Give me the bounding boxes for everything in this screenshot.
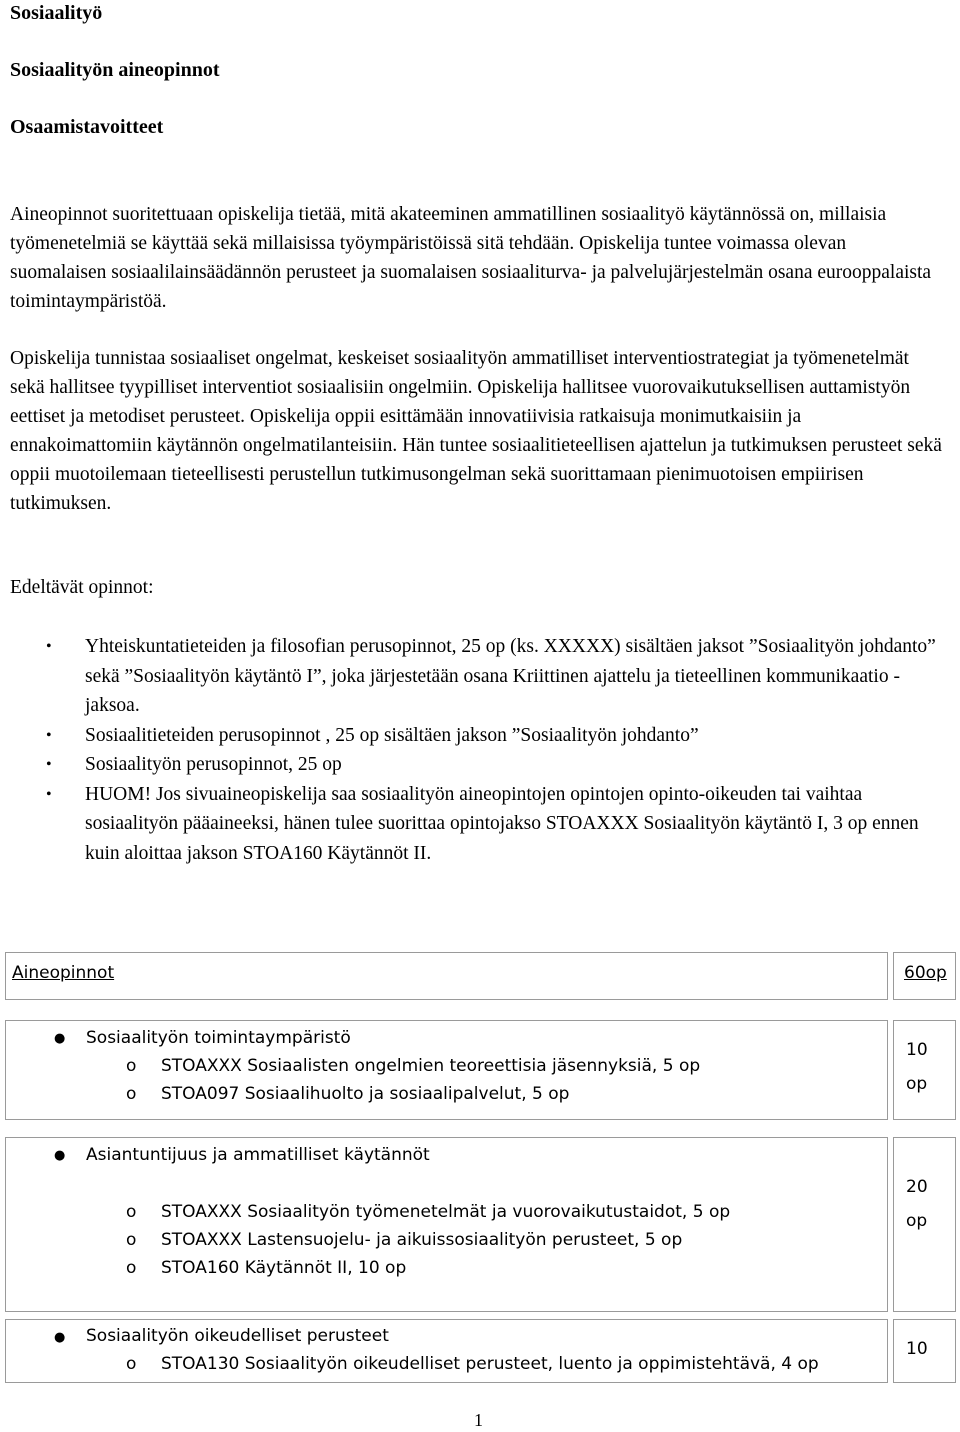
table-cell xyxy=(5,1020,888,1120)
table-header-credits: 60op xyxy=(904,963,947,983)
page-number: 1 xyxy=(474,1410,483,1430)
sub-bullet-icon: o xyxy=(126,1056,137,1076)
course-item: STOA097 Sosiaalihuolto ja sosiaalipalvelut, 5 op xyxy=(161,1084,570,1104)
bullet-icon: • xyxy=(46,785,52,803)
bullet-icon: ● xyxy=(54,1148,66,1163)
bullet-icon: ● xyxy=(54,1330,66,1345)
table-header-cell xyxy=(5,952,888,1000)
table-credits-cell xyxy=(893,1137,956,1312)
bullet-icon: • xyxy=(46,726,52,744)
course-item: STOA130 Sosiaalityön oikeudelliset perusteet, luento ja oppimistehtävä, 4 op xyxy=(161,1354,819,1374)
bullet-icon: • xyxy=(46,638,52,655)
prerequisites-list xyxy=(10,632,950,868)
table-header-credits-cell xyxy=(893,952,956,1000)
course-item: STOAXXX Sosiaalisten ongelmien teoreettisia jäsennyksiä, 5 op xyxy=(161,1056,701,1076)
course-item: STOAXXX Lastensuojelu- ja aikuissosiaalityön perusteet, 5 op xyxy=(161,1230,683,1250)
page-title: Sosiaalityö xyxy=(10,2,103,24)
course-item: STOAXXX Sosiaalityön työmenetelmät ja vuorovaikutustaidot, 5 op xyxy=(161,1202,731,1222)
group-title: Asiantuntijuus ja ammatilliset käytännöt xyxy=(86,1145,430,1165)
course-item: STOA160 Käytännöt II, 10 op xyxy=(161,1258,407,1278)
bullet-icon: • xyxy=(46,756,52,773)
table-cell xyxy=(5,1137,888,1312)
sub-bullet-icon: o xyxy=(126,1230,137,1250)
table-header-label: Aineopinnot xyxy=(12,963,115,983)
sub-bullet-icon: o xyxy=(126,1202,137,1222)
table-header-row xyxy=(5,952,956,1000)
group-title: Sosiaalityön oikeudelliset perusteet xyxy=(86,1326,389,1346)
list-item-text: Yhteiskuntatieteiden ja filosofian perusopinnot, 25 op (ks. XXXXX) sisältäen jaksot ”Sosiaalityön johdanto” sekä ”Sosiaalityön käytäntö I”, joka järjestetään osana Kriittinen ajattelu ja tieteellinen kommunikaatio -jaksoa. xyxy=(85,636,936,716)
group-title: Sosiaalityön toimintaympäristö xyxy=(86,1028,351,1048)
table-row xyxy=(5,1137,956,1312)
list-item xyxy=(10,721,950,751)
bullet-icon: ● xyxy=(54,1031,66,1046)
list-item xyxy=(10,780,950,869)
group-credits: 20 op xyxy=(906,1177,928,1231)
paragraph-goals-1: Aineopinnot suoritettuaan opiskelija tietää, mitä akateeminen ammatillinen sosiaalityö käytännössä on, millaisia työmenetelmiä se käyttää sekä millaisissa työympäristöissä sitä tehdään. Opiskelija tuntee voimassa olevan suomalaisen sosiaalilainsäädännön perusteet ja suomalaisen sosiaaliturva- ja palvelujärjestelmän osana eurooppalaista toimintaympäristöä. xyxy=(10,204,932,312)
table-credits-cell xyxy=(893,1020,956,1120)
group-credits: 10 op xyxy=(906,1040,928,1094)
list-item-text: Sosiaalitieteiden perusopinnot , 25 op sisältäen jakson ”Sosiaalityön johdanto” xyxy=(85,724,699,746)
subtitle: Sosiaalityön aineopinnot xyxy=(10,59,220,81)
list-item-text: Sosiaalityön perusopinnot, 25 op xyxy=(85,754,342,775)
sub-bullet-icon: o xyxy=(126,1084,137,1104)
table-row xyxy=(5,1319,956,1383)
list-item xyxy=(10,632,950,721)
table-row xyxy=(5,1020,956,1120)
table-cell xyxy=(5,1319,888,1383)
group-credits: 10 xyxy=(906,1339,928,1359)
list-item-text: HUOM! Jos sivuaineopiskelija saa sosiaalityön aineopintojen opintojen opinto-oikeuden tai vaihtaa sosiaalityön pääaineeksi, hänen tulee suorittaa opintojakso STOAXXX Sosiaalityön käytäntö I, 3 op ennen kuin aloittaa jakson STOA160 Käytännöt II. xyxy=(85,783,919,864)
section-heading: Osaamistavoitteet xyxy=(10,116,164,138)
sub-bullet-icon: o xyxy=(126,1354,137,1374)
paragraph-goals-2: Opiskelija tunnistaa sosiaaliset ongelmat, keskeiset sosiaalityön ammatilliset interventiostrategiat ja työmenetelmät sekä hallitsee tyypilliset interventiot sosiaalisiin ongelmiin. Opiskelija hallitsee vuorovaikutuksellisen auttamistyön eettiset ja metodiset perusteet. Opiskelija oppii esittämään innovatiivisia ratkaisuja monimutkaisiin ja ennakoimattomiin käytännön ongelmatilanteisiin. Hän tuntee sosiaalitieteellisen ajattelun ja tutkimuksen perusteet sekä oppii muotoilemaan tieteellisesti perustellun tutkimusongelman sekä suorittamaan pienimuotoisen empiirisen tutkimuksen. xyxy=(10,348,942,514)
prerequisites-label: Edeltävät opinnot: xyxy=(10,577,154,598)
sub-bullet-icon: o xyxy=(126,1258,137,1278)
list-item xyxy=(10,750,950,780)
table-credits-cell xyxy=(893,1319,956,1383)
